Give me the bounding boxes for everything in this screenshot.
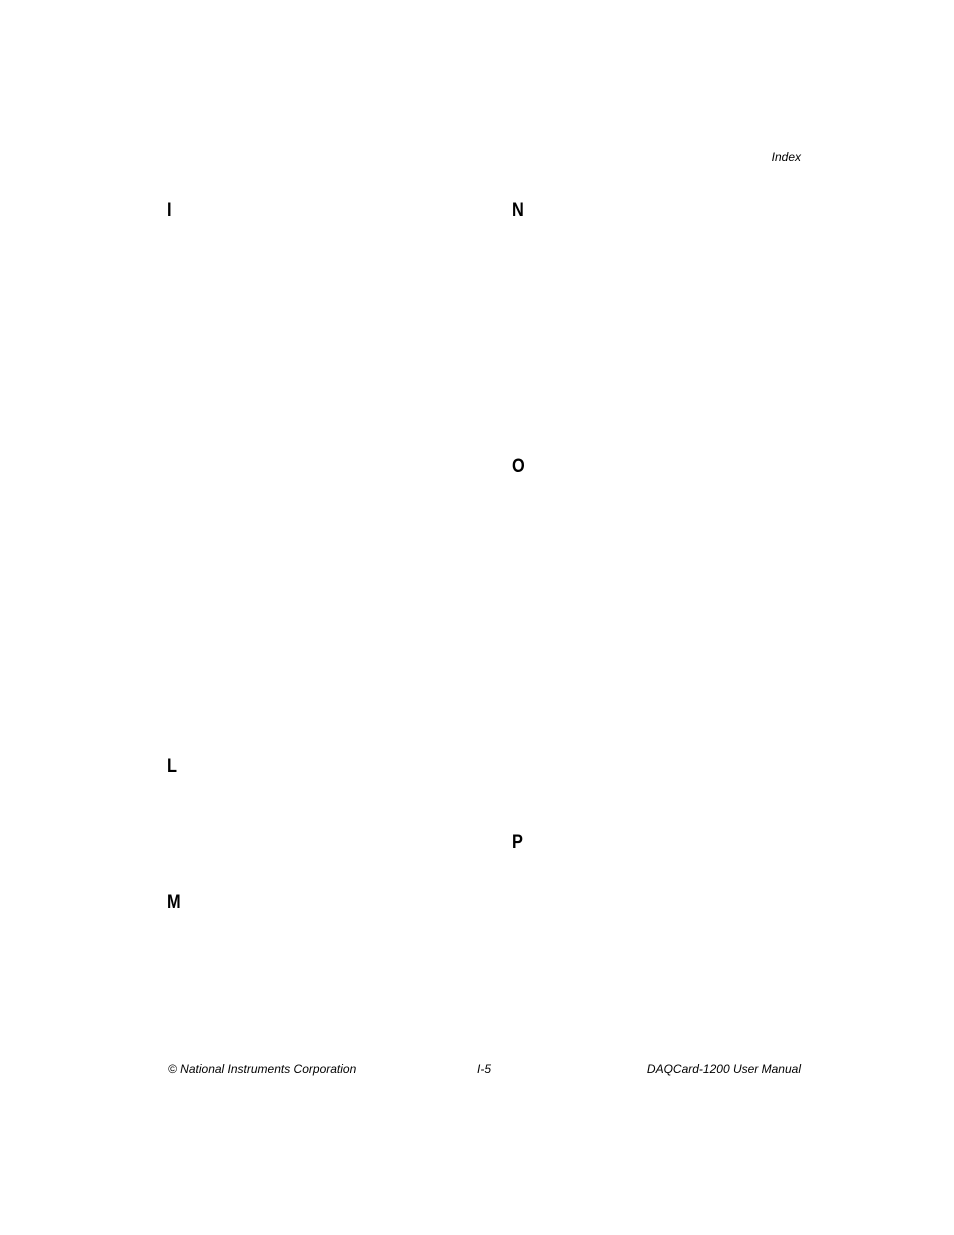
running-head-section: Index	[771, 150, 801, 164]
index-letter-heading-o: O	[512, 456, 525, 477]
footer-copyright: © National Instruments Corporation	[168, 1062, 357, 1076]
index-letter-heading-m: M	[167, 892, 181, 913]
index-letter-heading-i: I	[167, 200, 172, 221]
index-letter-heading-p: P	[512, 832, 523, 853]
footer-manual-title: DAQCard-1200 User Manual	[646, 1062, 801, 1076]
index-letter-heading-n: N	[512, 200, 524, 221]
index-letter-heading-l: L	[167, 756, 177, 777]
footer-page-number: I-5	[477, 1062, 492, 1076]
